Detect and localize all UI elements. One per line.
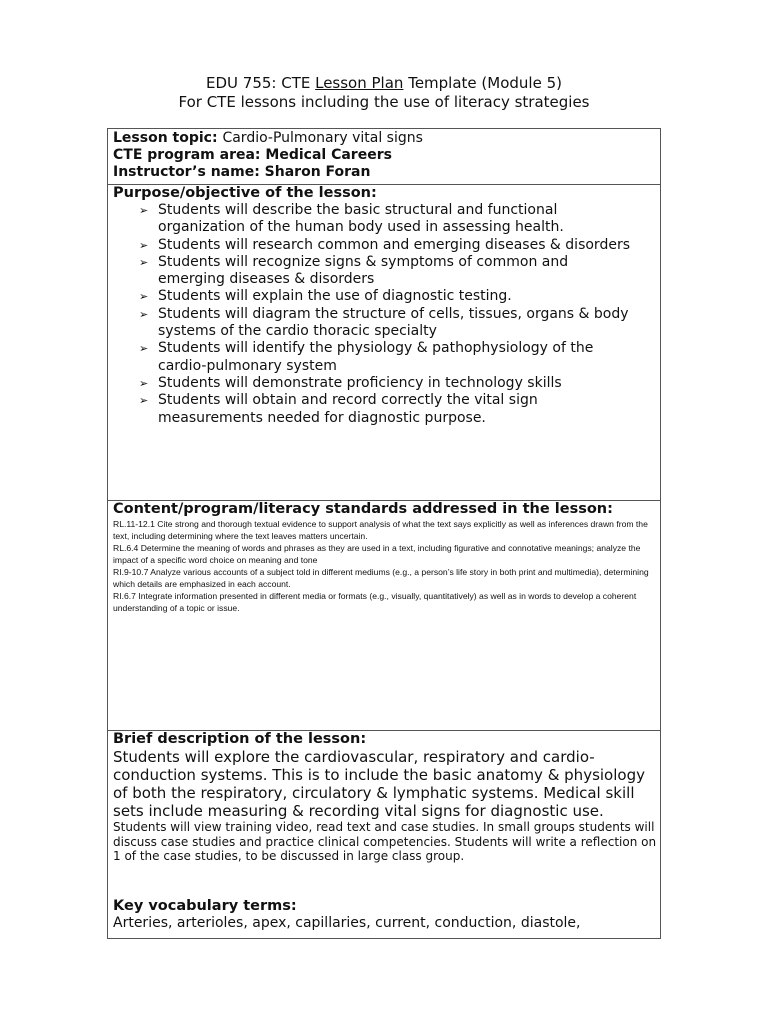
purpose-heading: Purpose/objective of the lesson: [113, 185, 377, 201]
list-item: RI.9-10.7 Analyze various accounts of a subject told in different mediums (e.g., a person’s life story in both print and multimedia), determining which details are emphasized in each account. [113, 567, 649, 589]
arrow-bullet-icon: ➢ [139, 290, 149, 304]
lesson-plan-link-text: Lesson Plan [315, 74, 404, 92]
list-item: ➢ Students will research common and emerging diseases & disorders [139, 236, 630, 253]
description-cell [108, 730, 660, 938]
lesson-topic-value: Cardio-Pulmonary vital signs [222, 130, 423, 146]
description-paragraph-large: Students will explore the cardiovascular, respiratory and cardio-conduction systems. This is to include the basic anatomy & physiology of both the respiratory, circulatory & lymphatic systems. Medical skill sets include measuring & recording vital signs for diagnostic use. [113, 748, 645, 820]
list-item: ➢ Students will diagram the structure of cells, tissues, organs & body systems of the cardio thoracic specialty [139, 305, 629, 340]
standards-heading: Content/program/literacy standards addressed in the lesson: [113, 501, 613, 517]
program-area-value: Medical Careers [265, 147, 392, 163]
list-item: ➢ Students will identify the physiology & pathophysiology of the cardio-pulmonary system [139, 340, 594, 374]
list-item: RI.6.7 Integrate information presented in different media or formats (e.g., visually, quantitatively) as well as in words to develop a coherent understanding of a topic or issue. [113, 591, 637, 613]
objectives-list [113, 202, 655, 427]
instructor-value: Sharon Foran [264, 164, 371, 180]
arrow-bullet-icon: ➢ [139, 204, 149, 217]
program-area-row [113, 147, 655, 164]
arrow-bullet-icon: ➢ [139, 342, 149, 356]
list-item: ➢ Students will demonstrate proficiency in technology skills [139, 374, 562, 391]
document-header [0, 74, 768, 112]
arrow-bullet-icon: ➢ [139, 255, 149, 269]
instructor-label: Instructor’s name: [113, 164, 265, 180]
description-heading: Brief description of the lesson: [113, 731, 367, 747]
arrow-bullet-icon: ➢ [139, 376, 149, 390]
arrow-bullet-icon: ➢ [139, 394, 149, 408]
list-item: ➢ Students will describe the basic structural and functional organization of the human body used in assessing health. [139, 202, 564, 236]
list-item: RL.11-12.1 Cite strong and thorough textual evidence to support analysis of what the text says explicitly as well as inferences drawn from the text, including determining where the text leaves matters uncertain. [113, 519, 648, 541]
standards-cell [108, 500, 660, 730]
list-item: RL.6.4 Determine the meaning of words and phrases as they are used in a text, including figurative and connotative meanings; analyze the impact of a specific word choice on meaning and tone [113, 543, 641, 565]
arrow-bullet-icon: ➢ [139, 238, 149, 252]
purpose-cell [108, 184, 660, 500]
lesson-info-cell [108, 129, 660, 184]
description-paragraph-small: Students will view training video, read text and case studies. In small groups students will discuss case studies and practice clinical competencies. Students will write a reflection on 1 of the case studies, to be discussed in large class group. [113, 820, 657, 863]
instructor-row [113, 164, 655, 181]
list-item: ➢ Students will obtain and record correctly the vital sign measurements needed for diagnostic purpose. [139, 392, 538, 426]
lesson-topic-label: Lesson topic: [113, 130, 223, 146]
arrow-bullet-icon: ➢ [139, 307, 149, 321]
vocabulary-terms: Arteries, arterioles, apex, capillaries, current, conduction, diastole, [113, 914, 581, 931]
document-title: EDU 755: CTE Lesson Plan Template (Module 5) [206, 74, 562, 92]
standards-list [113, 518, 653, 614]
document-subtitle: For CTE lessons including the use of literacy strategies [178, 93, 590, 111]
lesson-plan-table [107, 128, 661, 939]
list-item: ➢ Students will recognize signs & symptoms of common and emerging diseases & disorders [139, 253, 569, 288]
program-area-label: CTE program area: [113, 147, 266, 163]
vocabulary-heading: Key vocabulary terms: [113, 897, 297, 914]
list-item: ➢ Students will explain the use of diagnostic testing. [139, 288, 512, 305]
lesson-topic-row [113, 130, 655, 147]
